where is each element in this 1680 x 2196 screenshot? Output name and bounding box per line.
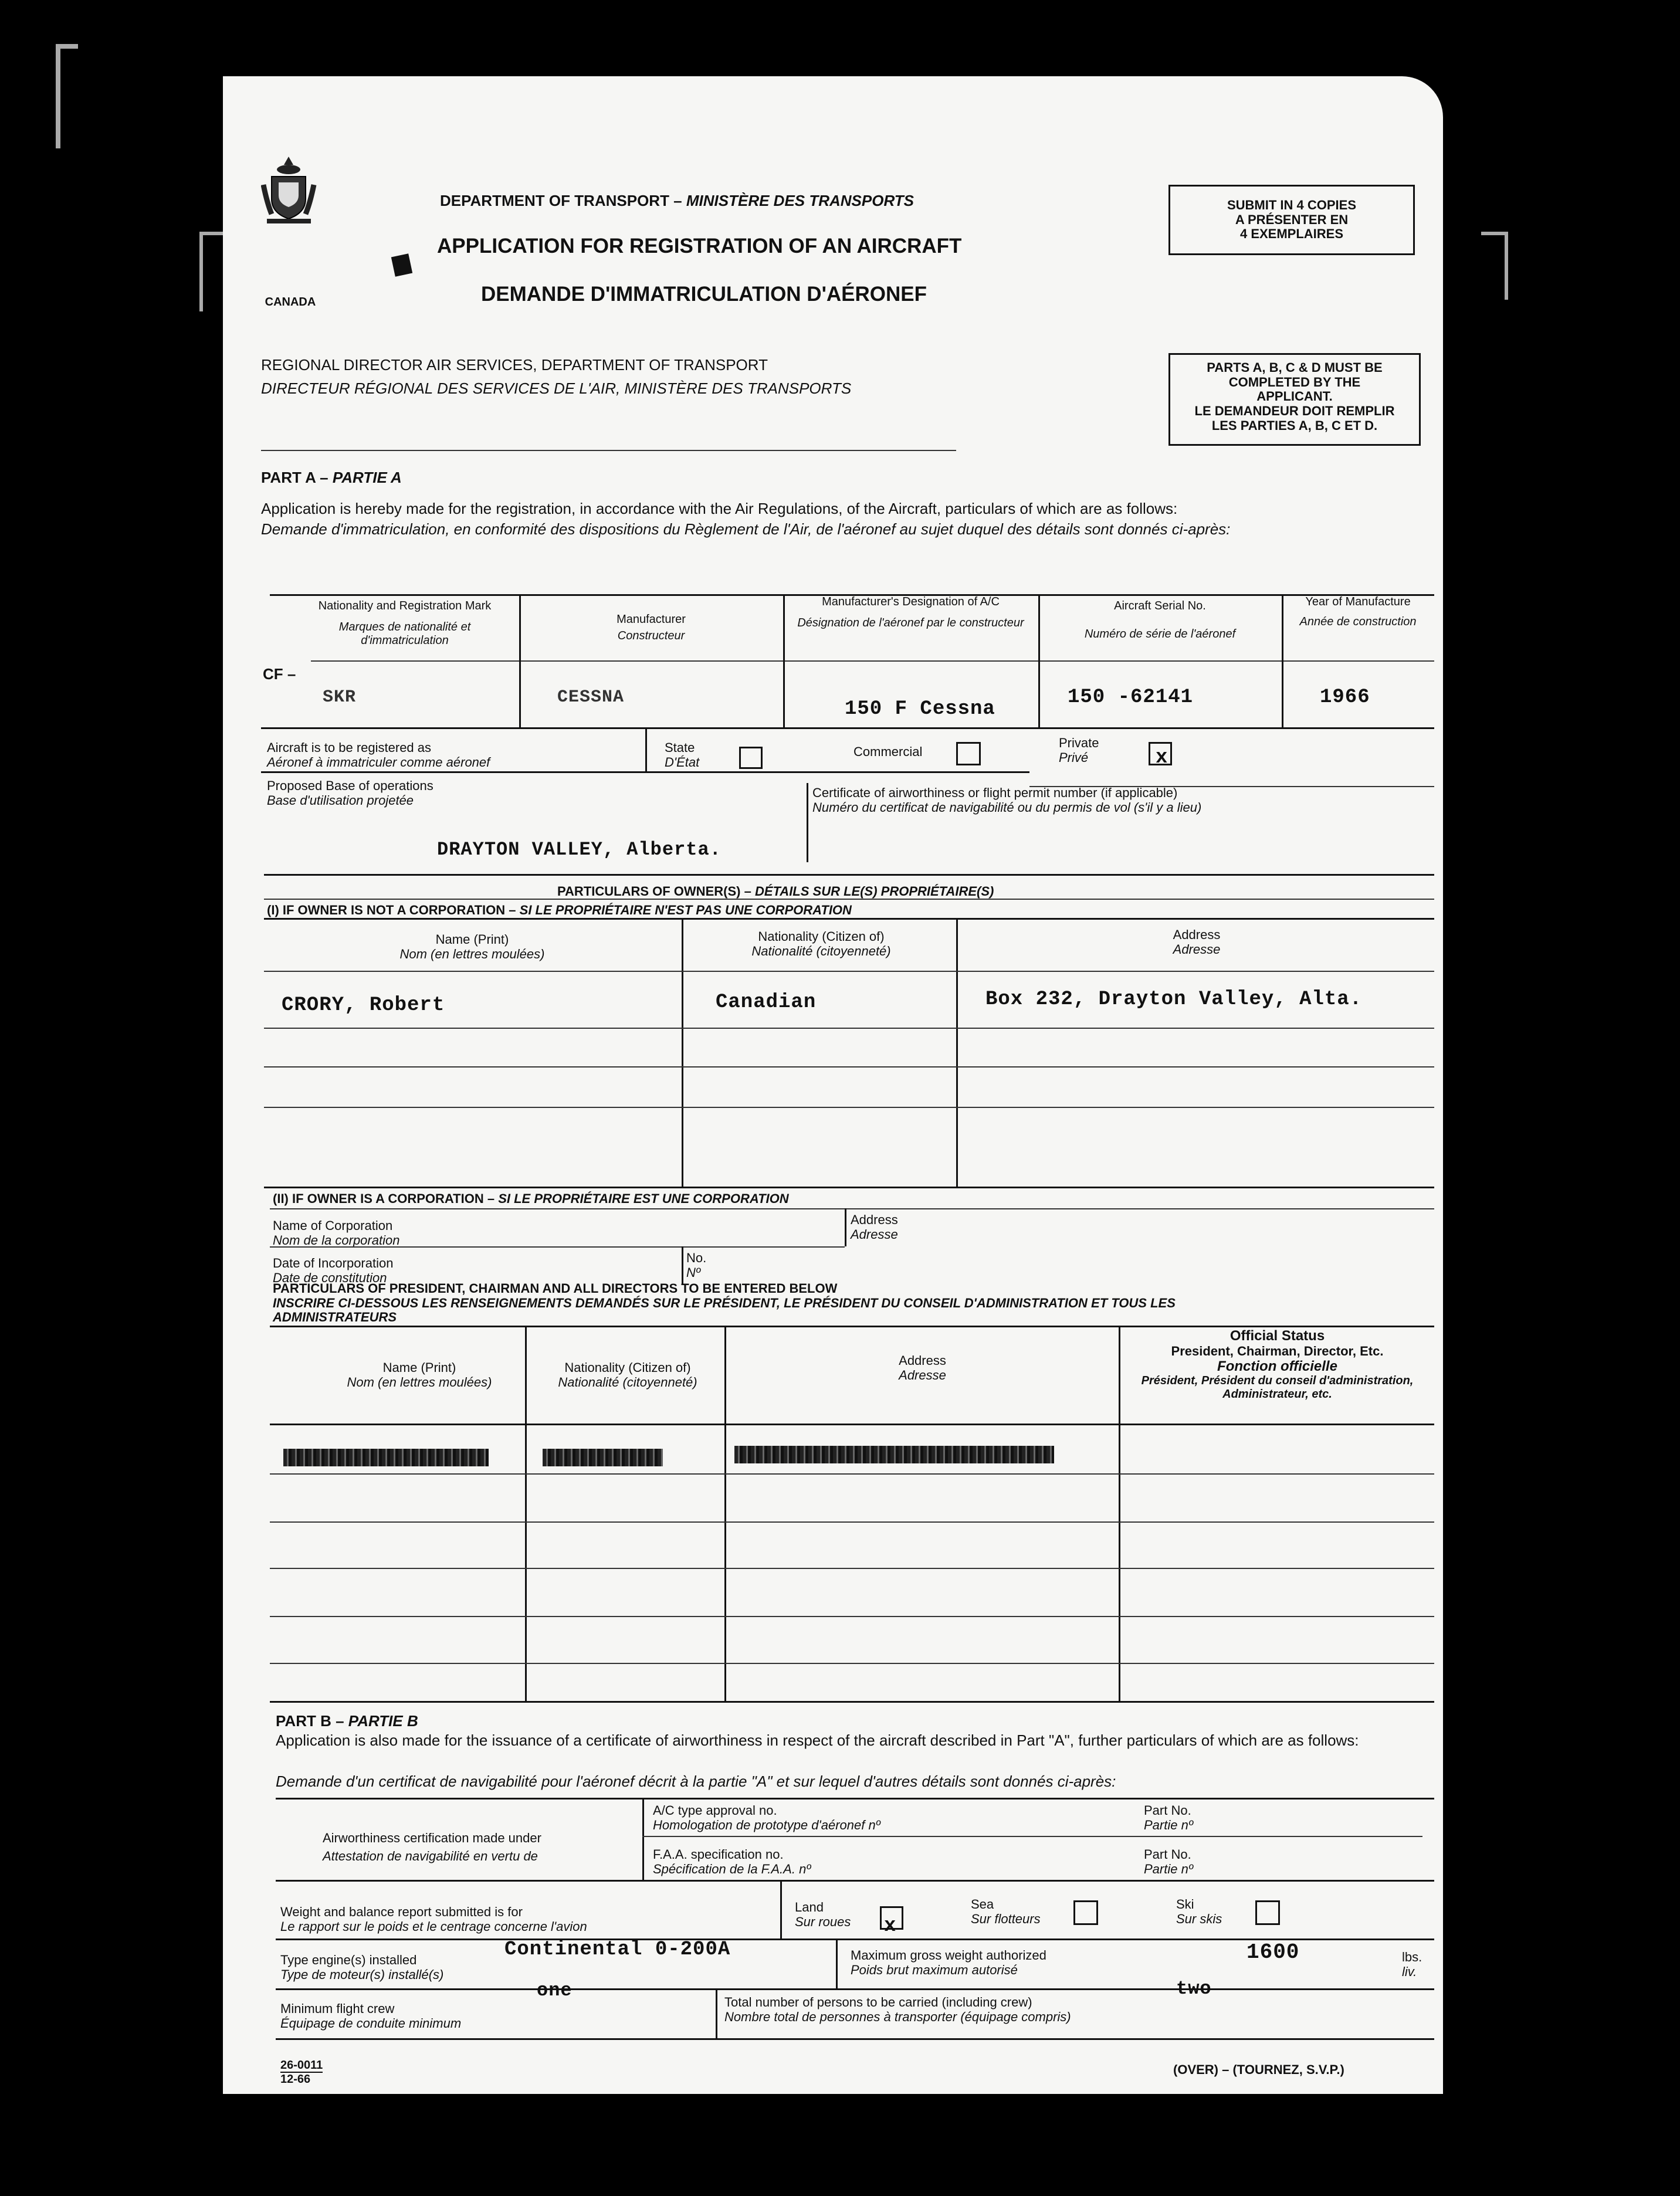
department-title: DEPARTMENT OF TRANSPORT – MINISTÈRE DES TRANSPORTS [440, 192, 914, 209]
part-b-intro-fr: Demande d'un certificat de navigabilité pour l'aéronef décrit à la partie "A" et sur lequel d'autres détails sont donnés ci-après: [276, 1773, 1116, 1790]
directors-heading: PARTICULARS OF PRESIDENT, CHAIRMAN AND ALL DIRECTORS TO BE ENTERED BELOW INSCRIRE CI-DESSOUS LES RENSEIGNEMENTS DEMANDÉS SUR LE PRÉSIDENT, LE PRÉSIDENT DU CONSEIL D'ADMINISTRATION ET TOUS LES ADMINISTRATEURS [273, 1281, 1176, 1325]
coat-of-arms-logo [261, 155, 317, 232]
aircraft-table-bottom [261, 727, 1434, 729]
registered-row-bottom [261, 771, 1029, 773]
gear-ski-label: Ski Sur skis [1176, 1897, 1222, 1926]
aircraft-col-divider [519, 594, 521, 727]
designation-value: 150 F Cessna [845, 698, 995, 720]
owner-col-nationality-header: Nationality (Citizen of) Nationalité (citoyenneté) [751, 929, 891, 958]
weight-unit: lbs. liv. [1402, 1950, 1422, 1979]
base-value: DRAYTON VALLEY, Alberta. [437, 839, 722, 860]
serial-value: 150 -62141 [1068, 686, 1194, 709]
directors-row-line [270, 1663, 1434, 1664]
persons-label: Total number of persons to be carried (including crew) Nombre total de personnes à transporter (équipage compris) [724, 1995, 1071, 2024]
part-b-heading: PART B – PARTIE B [276, 1712, 418, 1730]
parts-notice-line: COMPLETED BY THE [1228, 374, 1361, 389]
corp-mid-rule [270, 1246, 845, 1248]
engine-divider [836, 1939, 838, 1988]
year-value: 1966 [1320, 686, 1370, 709]
airworthiness-label: Airworthiness certification made under Attestation de navigabilité en vertu de [323, 1831, 541, 1863]
copies-notice-line: SUBMIT IN 4 COPIES [1227, 198, 1357, 212]
part-a-intro-en: Application is hereby made for the registration, in accordance with the Air Regulations, of the Aircraft, particulars of which are as follows: [261, 500, 1178, 517]
option-commercial-checkbox[interactable] [956, 742, 981, 765]
part-b-table-top [276, 1798, 1434, 1800]
weight-balance-label: Weight and balance report submitted is for Le rapport sur le poids et le centrage concerne l'avion [280, 1904, 587, 1934]
redacted-director-nationality [543, 1449, 663, 1466]
form-title-fr: DEMANDE D'IMMATRICULATION D'AÉRONEF [481, 283, 927, 306]
type-approval-label: A/C type approval no. Homologation de prototype d'aéronef nº [653, 1803, 880, 1832]
copies-notice-line: A PRÉSENTER EN [1235, 212, 1349, 227]
aircraft-table-header-bottom [311, 660, 1434, 662]
col-header-designation: Manufacturer's Designation of A/C Désignation de l'aéronef par le constructeur [797, 595, 1024, 630]
over-notice: (OVER) – (TOURNEZ, S.V.P.) [1173, 2062, 1344, 2077]
form-title-en: APPLICATION FOR REGISTRATION OF AN AIRCRAFT [437, 235, 962, 257]
corp-name-label: Name of Corporation Nom de la corporation [273, 1218, 400, 1248]
ink-mark [391, 253, 412, 276]
option-private-label: Private Privé [1059, 736, 1099, 765]
airworthiness-row-bottom [276, 1880, 1434, 1882]
directors-col-nationality-header: Nationality (Citizen of) Nationalité (citoyenneté) [558, 1360, 697, 1390]
owner-address-value: Box 232, Drayton Valley, Alta. [985, 988, 1363, 1011]
form-page [223, 76, 1443, 2094]
owner-name-value: CRORY, Robert [282, 994, 445, 1016]
engine-label: Type engine(s) installed Type de moteur(s) installé(s) [280, 1953, 444, 1982]
owners-heading-rule [264, 899, 1434, 900]
col-header-year: Year of Manufacture Année de construction [1299, 595, 1417, 629]
engine-value: Continental 0-200A [504, 1939, 731, 1961]
registered-as-label: Aircraft is to be registered as Aéronef à immatriculer comme aéronef [267, 740, 490, 770]
directors-col-status-header: Official Status President, Chairman, Director, Etc. Fonction officielle Président, Président du conseil d'administration, Administrateur, etc. [1141, 1328, 1414, 1401]
base-row-bottom [264, 874, 1434, 876]
addressee-en: REGIONAL DIRECTOR AIR SERVICES, DEPARTMENT OF TRANSPORT [261, 356, 768, 374]
parts-notice-line: APPLICANT. [1256, 389, 1333, 404]
owner-table-top [264, 918, 1434, 920]
owner-col-divider [682, 918, 683, 1188]
directors-table-bottom [270, 1701, 1434, 1703]
directors-col-address-header: Address Adresse [899, 1353, 946, 1382]
option-state-checkbox[interactable] [739, 747, 763, 769]
crew-row-bottom [276, 2038, 1434, 2040]
directors-col-divider [1119, 1326, 1120, 1701]
owner-row-line [264, 1066, 1434, 1068]
owner-row-line [264, 1107, 1434, 1108]
corp-no-label: No. Nº [686, 1250, 707, 1280]
owner-col-divider [956, 918, 958, 1188]
directors-row-line [270, 1521, 1434, 1523]
owner-col-address-header: Address Adresse [1173, 927, 1221, 957]
option-commercial-label: Commercial [853, 744, 923, 759]
directors-row-line [270, 1473, 1434, 1475]
certificate-label: Certificate of airworthiness or flight permit number (if applicable) Numéro du certificat de navigabilité ou du permis de vol (s'il y a lieu) [812, 785, 1202, 815]
part-no-label: Part No. Partie nº [1144, 1847, 1193, 1876]
aircraft-col-divider [1038, 594, 1040, 727]
owners-heading: PARTICULARS OF OWNER(S) – DÉTAILS SUR LE(S) PROPRIÉTAIRE(S) [557, 884, 994, 899]
corp-divider [845, 1208, 846, 1246]
max-weight-value: 1600 [1247, 1940, 1300, 1964]
aircraft-col-divider [1282, 594, 1283, 727]
copies-notice-box [1168, 185, 1415, 255]
engine-row-bottom [276, 1988, 1434, 1990]
addressee-fr: DIRECTEUR RÉGIONAL DES SERVICES DE L'AIR, MINISTÈRE DES TRANSPORTS [261, 379, 852, 397]
type-approval-rule [642, 1836, 1422, 1837]
crew-divider [716, 1988, 717, 2038]
directors-col-divider [724, 1326, 726, 1701]
section-2-heading: (II) IF OWNER IS A CORPORATION – SI LE PROPRIÉTAIRE EST UNE CORPORATION [273, 1191, 789, 1206]
addressee-signature-line [261, 450, 956, 451]
corp-top-rule [270, 1208, 1434, 1209]
registration-prefix: CF – [263, 665, 296, 683]
airworthiness-divider [642, 1798, 644, 1880]
directors-col-divider [525, 1326, 527, 1701]
owner-table-bottom [264, 1187, 1434, 1188]
directors-row-line [270, 1568, 1434, 1569]
owner-col-name-header: Name (Print) Nom (en lettres moulées) [399, 932, 545, 961]
frame-bracket-right [1481, 232, 1508, 300]
col-header-registration: Nationality and Registration Mark Marques de nationalité et d'immatriculation [318, 599, 492, 647]
coat-of-arms-caption: CANADA [265, 296, 316, 309]
parts-notice-line: LES PARTIES A, B, C ET D. [1211, 418, 1378, 433]
form-number: 26-0011 12-66 [280, 2059, 323, 2086]
corp-address-label: Address Adresse [851, 1212, 898, 1242]
gear-land-label: Land Sur roues [795, 1900, 851, 1929]
frame-corner-top-left [56, 44, 78, 148]
registered-row-divider [645, 727, 647, 771]
col-header-manufacturer: Manufacturer Constructeur [617, 613, 686, 643]
directors-header-bottom [270, 1424, 1434, 1425]
gear-sea-checkbox[interactable] [1073, 1900, 1098, 1925]
registration-mark-value: SKR [323, 687, 357, 707]
part-a-intro-fr: Demande d'immatriculation, en conformité des dispositions du Règlement de l'Air, de l'aéronef au sujet duquel des détails sont donnés ci-après: [261, 520, 1231, 538]
col-header-serial: Aircraft Serial No. Numéro de série de l'aéronef [1084, 599, 1236, 641]
aircraft-col-divider [783, 594, 785, 727]
parts-notice-line: PARTS A, B, C & D MUST BE [1207, 360, 1383, 375]
weight-balance-divider [780, 1880, 782, 1939]
section-1-heading: (I) IF OWNER IS NOT A CORPORATION – SI LE PROPRIÉTAIRE N'EST PAS UNE CORPORATION [267, 903, 852, 917]
base-label: Proposed Base of operations Base d'utilisation projetée [267, 778, 433, 808]
option-state-label: State D'État [665, 740, 700, 770]
part-b-intro-en: Application is also made for the issuance of a certificate of airworthiness in respect of the aircraft described in Part "A", further particulars of which are as follows: [276, 1731, 1359, 1749]
owner-header-bottom [264, 971, 1434, 972]
crew-value: one [537, 1980, 573, 2001]
parts-notice-box [1168, 353, 1421, 446]
part-a-heading: PART A – PARTIE A [261, 469, 402, 486]
crew-label: Minimum flight crew Équipage de conduite minimum [280, 2001, 462, 2031]
max-weight-label: Maximum gross weight authorized Poids brut maximum autorisé [851, 1948, 1046, 1977]
corp-date-divider [682, 1246, 683, 1285]
redacted-director-name [283, 1449, 489, 1466]
owner-nationality-value: Canadian [716, 991, 817, 1014]
faa-spec-label: F.A.A. specification no. Spécification de la F.A.A. nº [653, 1847, 811, 1876]
part-no-label: Part No. Partie nº [1144, 1803, 1193, 1832]
private-check-mark: x [1156, 747, 1168, 769]
directors-table-top [270, 1326, 1434, 1327]
parts-notice-line: LE DEMANDEUR DOIT REMPLIR [1194, 403, 1395, 418]
persons-value: two [1176, 1978, 1212, 2000]
owner-row-line [264, 1028, 1434, 1029]
directors-row-line [270, 1616, 1434, 1617]
directors-col-name-header: Name (Print) Nom (en lettres moulées) [347, 1360, 492, 1390]
copies-notice-line: 4 EXEMPLAIRES [1239, 226, 1344, 242]
gear-sea-label: Sea Sur flotteurs [971, 1897, 1041, 1926]
land-check-mark: x [884, 1915, 897, 1937]
gear-ski-checkbox[interactable] [1255, 1900, 1280, 1925]
manufacturer-value: CESSNA [557, 687, 625, 707]
base-divider [807, 783, 808, 862]
redacted-director-address [734, 1446, 1054, 1463]
corp-date-label: Date of Incorporation Date de constitution [273, 1256, 394, 1285]
